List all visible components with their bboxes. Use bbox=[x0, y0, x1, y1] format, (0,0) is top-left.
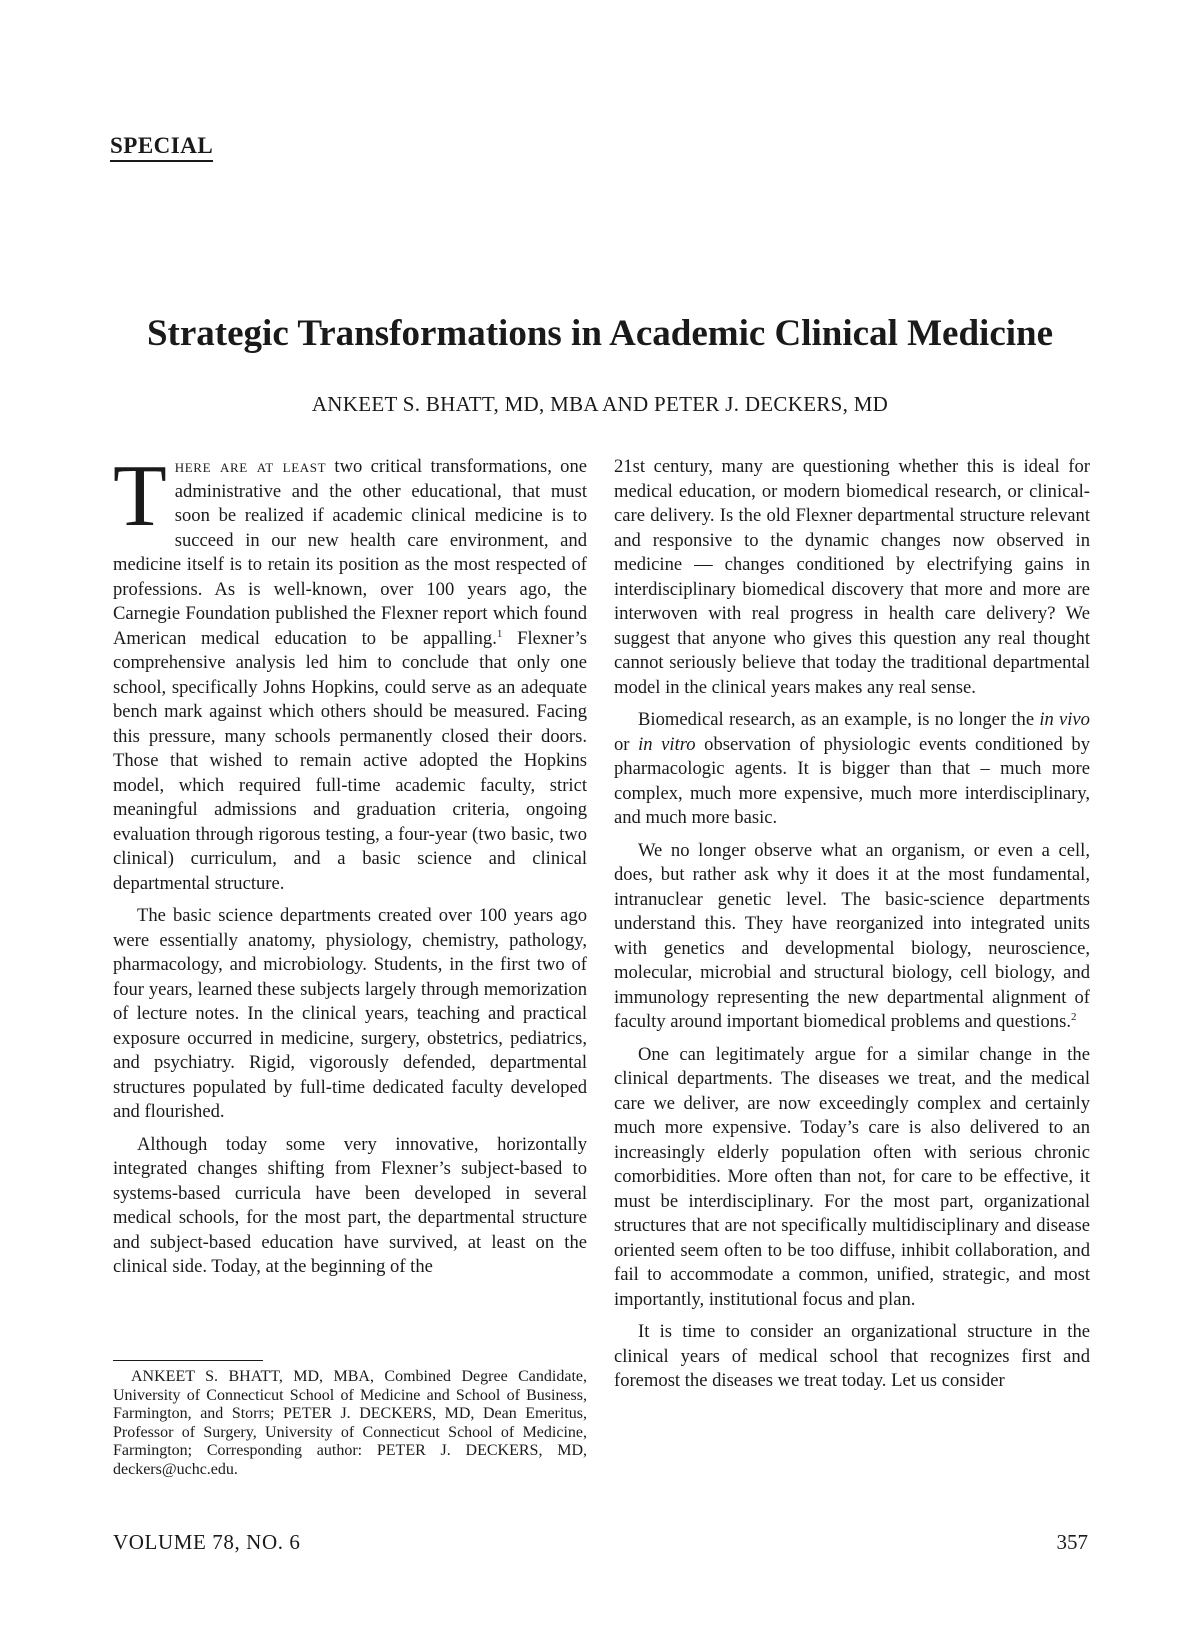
italic-in-vivo: in vivo bbox=[1039, 709, 1090, 730]
right-column bbox=[614, 455, 1090, 1402]
article-title: Strategic Transformations in Academic Clinical Medicine bbox=[146, 313, 1054, 354]
italic-in-vitro: in vitro bbox=[638, 733, 696, 755]
paragraph-1 bbox=[113, 448, 587, 896]
lead-in: here are at least bbox=[174, 456, 327, 477]
footnote-rule bbox=[113, 1360, 263, 1361]
drop-cap: T bbox=[113, 448, 167, 545]
article-authors: ANKEET S. BHATT, MD, MBA AND PETER J. DECKERS, MD bbox=[311, 392, 889, 416]
left-column bbox=[113, 448, 587, 1288]
paragraph-1-cont: Flexner’s comprehensive analysis led him to conclude that only one school, specifically Johns Hopkins, could serve as an adequate bench mark against which others should be measured. Facing this pressure, many schools permanently closed their doors. Those that wished to remain active adopted the Hopkins model, which required full-time academic faculty, strict meaningful admissions and graduation criteria, ongoing evaluation through rigorous testing, a four-year (two basic, two clinical) curriculum, and a basic science and clinical departmental structure. bbox=[113, 627, 587, 894]
journal-volume: VOLUME 78, NO. 6 bbox=[113, 1530, 301, 1554]
paragraph-4: 21st century, many are questioning whether this is ideal for medical education, or modern biomedical research, or clinical-care delivery. Is the old Flexner departmental structure relevant and responsive to the dynamic changes now observed in medicine — changes conditioned by electrifying gains in interdisciplinary biomedical discovery that more and more are interwoven with real progress in health care delivery? We suggest that anyone who gives this question any real thought cannot seriously believe that today the traditional departmental model in the clinical years makes any real sense. bbox=[614, 456, 1090, 698]
paragraph-6-text: We no longer observe what an organism, or even a cell, does, but rather ask why it does it at the most fundamental, intranuclear genetic level. The basic-science departments understand this. They have reorganized into integrated units with genetics and developmental biology, neuroscience, molecular, microbial and structural biology, cell biology, and immunology representing the new departmental alignment of faculty around important biomedical problems and questions. bbox=[614, 839, 1090, 1032]
paragraph-5-c: observation of physiologic events conditioned by pharmacologic agents. It is bigger than that – much more complex, much more expensive, much more interdisciplinary, and much more basic. bbox=[614, 733, 1091, 828]
page-number: 357 bbox=[1056, 1530, 1088, 1554]
paragraph-3: Although today some very innovative, horizontally integrated changes shifting from Flexner’s subject-based to systems-based curricula have been developed in several medical schools, for the most part, the departmental structure and subject-based education have survived, at least on the clinical side. Today, at the beginning of the bbox=[113, 1133, 587, 1277]
paragraph-7: One can legitimately argue for a similar change in the clinical departments. The diseases we treat, and the medical care we deliver, are now exceedingly complex and certainly much more expensive. Today’s care is also delivered to an increasingly elderly population often with serious chronic comorbidities. More often than not, for care to be effective, it must be interdisciplinary. For the most part, organizational structures that are not specifically multidisciplinary and disease oriented seem often to be too diffuse, inhibit collaboration, and fail to accommodate a common, unified, strategic, and most importantly, institutional focus and plan. bbox=[614, 1043, 1090, 1310]
paragraph-6 bbox=[614, 839, 1090, 1035]
paragraph-5 bbox=[614, 708, 1090, 831]
section-label: SPECIAL bbox=[110, 133, 213, 162]
paragraph-5-a: Biomedical research, as an example, is no longer the bbox=[638, 709, 1040, 730]
paragraph-2: The basic science departments created over 100 years ago were essentially anatomy, physiology, chemistry, pathology, pharmacology, and microbiology. Students, in the first two of four years, learned these subjects largely through memorization of lecture notes. In the clinical years, teaching and practical exposure occurred in medicine, surgery, obstetrics, pediatrics, and psychiatry. Rigid, vigorously defended, departmental structures populated by full-time dedicated faculty developed and flourished. bbox=[113, 905, 587, 1122]
paragraph-8: It is time to consider an organizational structure in the clinical years of medical school that recognizes first and foremost the diseases we treat today. Let us consider bbox=[614, 1321, 1090, 1391]
author-footnote: ANKEET S. BHATT, MD, MBA, Combined Degree Candidate, University of Connecticut School of Medicine and School of Business, Farmington, and Storrs; PETER J. DECKERS, MD, Dean Emeritus, Professor of Surgery, University of Connecticut School of Medicine, Farmington; Corresponding author: PETER J. DECKERS, MD, deckers@uchc.edu. bbox=[113, 1368, 587, 1478]
reference-2: 2 bbox=[1071, 1010, 1077, 1023]
paragraph-1-text: two critical transformations, one administrative and the other educational, that must soon be realized if academic clinical medicine is to succeed in our new health care environment, and medicine itself is to retain its position as the most respected of professions. As is well-known, over 100 years ago, the Carnegie Foundation published the Flexner report which found American medical education to be appalling. bbox=[113, 456, 587, 649]
reference-1: 1 bbox=[496, 627, 503, 640]
paragraph-5-b: or bbox=[614, 733, 639, 755]
